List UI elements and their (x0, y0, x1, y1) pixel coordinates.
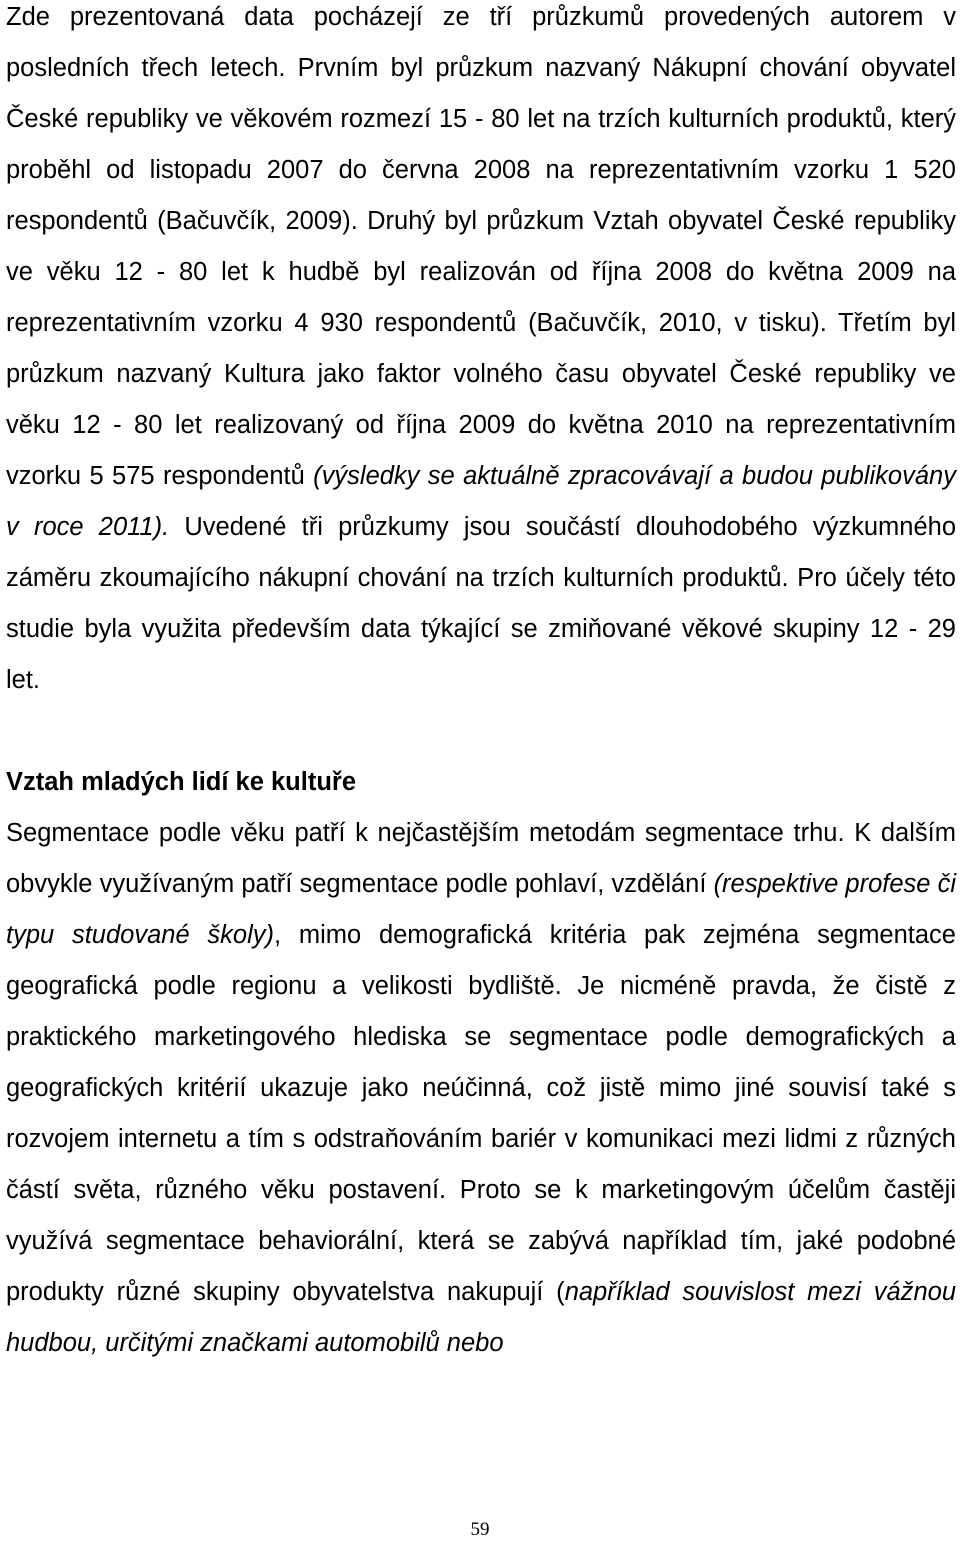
paragraph-text: Zde prezentovaná data pocházejí ze tří průzkumů provedených autorem v posledních třech letech. Prvním byl průzkum nazvaný Nákupní chování obyvatel České republiky ve věkovém rozmezí 15 - 80 let na trzích kulturních produktů, který proběhl od listopadu 2007 do června 2008 na reprezentativním vzorku 1 520 respondentů (Bačuvčík, 2009). Druhý byl průzkum Vztah obyvatel České republiky ve věku 12 - 80 let k hudbě byl realizován od října 2008 do května 2009 na reprezentativním vzorku 4 930 respondentů (Bačuvčík, 2010, v tisku). Třetím byl průzkum nazvaný Kultura jako faktor volného času obyvatel České republiky ve věku 12 - 80 let realizovaný od října 2009 do května 2010 na reprezentativním vzorku 5 575 respondentů (6, 3, 956, 490)
paragraph-text: , mimo demografická kritéria pak zejména segmentace geografická podle regionu a velikosti bydliště. Je nicméně pravda, že čistě z praktického marketingového hlediska se segmentace podle demografických a geografických kritérií ukazuje jako neúčinná, což jistě mimo jiné souvisí také s rozvojem internetu a tím s odstraňováním bariér v komunikaci mezi lidmi z různých částí světa, různého věku postavení. Proto se k marketingovým účelům častěji využívá segmentace behaviorální, která se zabývá například tím, jaké podobné produkty různé skupiny obyvatelstva nakupují ( (6, 921, 956, 1306)
paragraph-italic-text: (výsledky se aktuálně zpracovávají a budou publikovány v roce 2011). (6, 462, 956, 541)
paragraph-text: Segmentace podle věku patří k nejčastějším metodám segmentace trhu. K dalším obvykle využívaným patří segmentace podle pohlaví, vzdělání (6, 819, 956, 898)
paragraph-text: Uvedené tři průzkumy jsou součástí dlouhodobého výzkumného záměru zkoumajícího nákupní chování na trzích kulturních produktů. Pro účely této studie byla využita především data týkající se zmiňované věkové skupiny 12 - 29 let. (6, 513, 957, 694)
document-page (6, 0, 956, 1369)
section-heading: Vztah mladých lidí ke kultuře (6, 768, 357, 796)
paragraph-italic-text: například souvislost mezi vážnou hudbou, určitými značkami automobilů nebo (6, 1278, 957, 1357)
body-paragraph-segmentation (6, 808, 956, 1369)
page-number: 59 (470, 1519, 490, 1540)
body-paragraph-surveys (6, 0, 956, 706)
paragraph-italic-text: (respektive profese či typu studované školy) (6, 870, 956, 949)
